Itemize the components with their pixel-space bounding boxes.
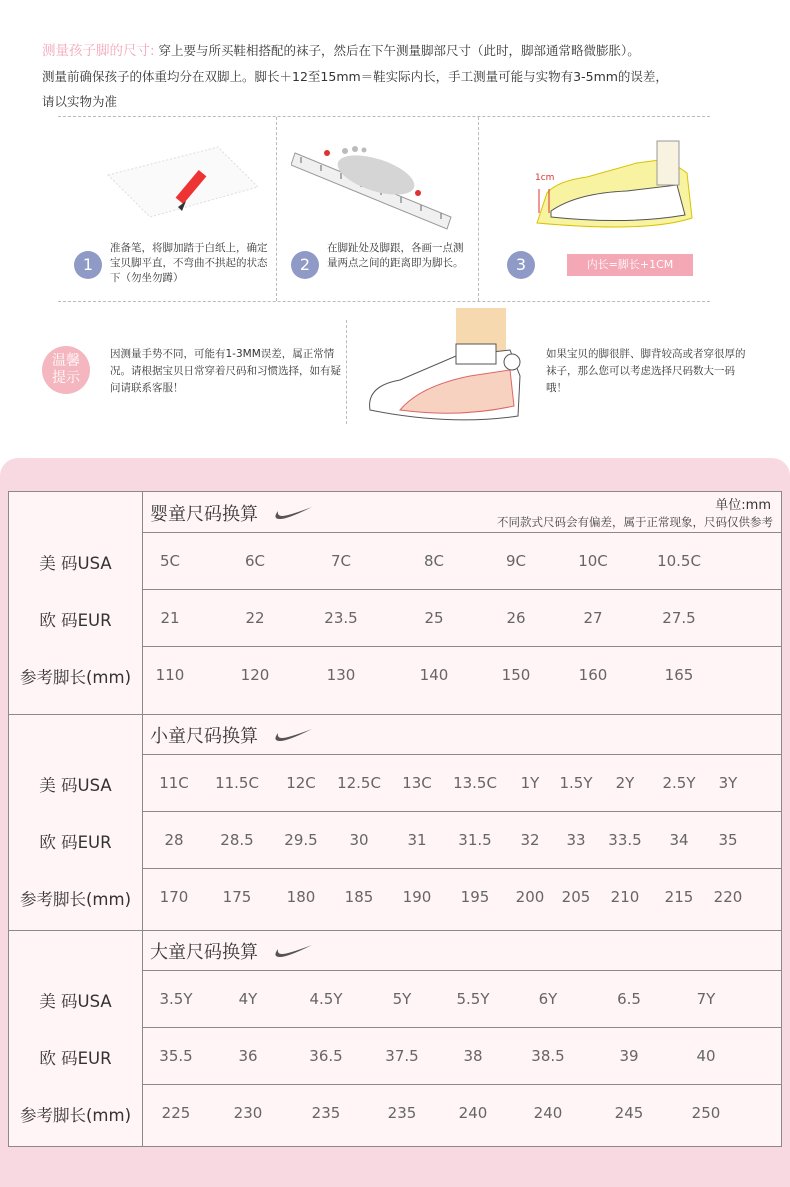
row-line xyxy=(142,589,781,590)
size-cell-usa: 10.5C xyxy=(657,552,701,570)
size-cell-usa: 10C xyxy=(578,552,608,570)
size-cell-len: 195 xyxy=(460,888,490,906)
tip-left-text: 因测量手势不同，可能有1-3MM误差，属正常情况。请根据宝贝日常穿着尺码和习惯选择，如有疑问请联系客服！ xyxy=(110,348,341,394)
tip-badge-line-1: 温馨 xyxy=(52,353,80,369)
size-cell-eur: 30 xyxy=(349,831,369,849)
size-cell-usa: 11C xyxy=(159,774,189,792)
size-cell-usa: 5C xyxy=(159,552,181,570)
row-label-len: 参考脚长(mm) xyxy=(19,890,132,909)
size-cell-len: 250 xyxy=(691,1104,721,1122)
size-cell-eur: 38.5 xyxy=(531,1047,565,1065)
size-cell-usa: 1.5Y xyxy=(559,774,593,792)
size-cell-eur: 38 xyxy=(463,1047,483,1065)
size-cell-len: 205 xyxy=(561,888,591,906)
size-cell-usa: 5.5Y xyxy=(456,990,490,1008)
size-cell-usa: 2.5Y xyxy=(662,774,696,792)
foot-ruler-icon xyxy=(291,133,461,233)
size-cell-eur: 21 xyxy=(160,609,180,627)
size-cell-len: 110 xyxy=(155,666,185,684)
step-2 xyxy=(276,117,479,301)
row-label-usa: 美 码USA xyxy=(39,554,112,573)
row-line xyxy=(142,868,781,869)
paper-pencil-icon xyxy=(98,135,268,225)
size-cell-len: 120 xyxy=(240,666,270,684)
size-cell-usa: 13.5C xyxy=(453,774,497,792)
size-cell-eur: 32 xyxy=(520,831,540,849)
size-cell-eur: 26 xyxy=(506,609,526,627)
size-cell-eur: 23.5 xyxy=(324,609,358,627)
size-cell-eur: 39 xyxy=(619,1047,639,1065)
section-title: 大童尺码换算 xyxy=(150,942,258,963)
size-cell-eur: 33 xyxy=(566,831,586,849)
size-cell-len: 190 xyxy=(402,888,432,906)
size-cell-usa: 2Y xyxy=(615,774,635,792)
size-cell-usa: 6C xyxy=(244,552,266,570)
step-3-number: 3 xyxy=(507,251,535,279)
size-cell-usa: 4Y xyxy=(238,990,258,1008)
size-cell-len: 240 xyxy=(458,1104,488,1122)
intro-line-1 xyxy=(42,38,762,64)
measure-steps xyxy=(58,116,710,302)
size-cell-usa: 1Y xyxy=(520,774,540,792)
inner-length-formula: 内长=脚长+1CM xyxy=(567,254,693,276)
size-cell-usa: 5Y xyxy=(392,990,412,1008)
title-row-line xyxy=(142,970,781,971)
step-3 xyxy=(478,117,711,301)
size-cell-eur: 36 xyxy=(238,1047,258,1065)
size-cell-len: 235 xyxy=(387,1104,417,1122)
size-cell-usa: 11.5C xyxy=(215,774,259,792)
row-label-eur: 欧 码EUR xyxy=(39,1049,112,1068)
intro-text xyxy=(42,38,762,114)
step-1 xyxy=(58,117,274,301)
size-cell-len: 220 xyxy=(713,888,743,906)
row-line xyxy=(142,1084,781,1085)
step-2-text: 在脚趾处及脚跟，各画一点测量两点之间的距离即为脚长。 xyxy=(327,242,464,269)
size-cell-len: 140 xyxy=(419,666,449,684)
size-cell-usa: 3Y xyxy=(718,774,738,792)
title-row-line xyxy=(142,532,781,533)
size-cell-eur: 27 xyxy=(583,609,603,627)
size-cell-len: 235 xyxy=(311,1104,341,1122)
shoe-inner-length-icon xyxy=(527,133,707,233)
size-cell-len: 175 xyxy=(222,888,252,906)
tip-divider xyxy=(346,320,347,424)
size-cell-usa: 9C xyxy=(505,552,527,570)
title-row-line xyxy=(142,754,781,755)
tip-right-text: 如果宝贝的脚很胖、脚背较高或者穿很厚的袜子，那么您可以考虑选择尺码数大一码哦！ xyxy=(546,348,746,394)
row-line xyxy=(142,811,781,812)
size-cell-usa: 4.5Y xyxy=(309,990,343,1008)
size-cell-len: 210 xyxy=(610,888,640,906)
size-cell-len: 245 xyxy=(614,1104,644,1122)
size-cell-eur: 27.5 xyxy=(662,609,696,627)
size-cell-len: 230 xyxy=(233,1104,263,1122)
tip-badge xyxy=(42,346,90,394)
row-line xyxy=(142,1027,781,1028)
row-line xyxy=(142,646,781,647)
size-cell-usa: 6.5 xyxy=(617,990,641,1008)
intro-line-1-text: 穿上要与所买鞋相搭配的袜子，然后在下午测量脚部尺寸（此时，脚部通常略微膨胀）。 xyxy=(158,43,640,58)
swoosh-logo-icon xyxy=(272,943,312,959)
section-title: 婴童尺码换算 xyxy=(150,504,258,525)
section-title: 小童尺码换算 xyxy=(150,726,258,747)
size-cell-len: 130 xyxy=(326,666,356,684)
size-cell-eur: 22 xyxy=(245,609,265,627)
swoosh-logo-icon xyxy=(272,727,312,743)
row-label-eur: 欧 码EUR xyxy=(39,611,112,630)
size-cell-eur: 25 xyxy=(424,609,444,627)
size-cell-len: 225 xyxy=(161,1104,191,1122)
size-cell-usa: 12C xyxy=(286,774,316,792)
intro-highlight: 测量孩子脚的尺寸: xyxy=(42,43,155,59)
size-note: 不同款式尺码会有偏差，属于正常现象，尺码仅供参考 xyxy=(497,515,773,529)
swoosh-logo-icon xyxy=(272,505,312,521)
size-cell-len: 180 xyxy=(286,888,316,906)
size-chart-table xyxy=(8,491,782,1147)
size-cell-eur: 28.5 xyxy=(220,831,254,849)
row-label-eur: 欧 码EUR xyxy=(39,833,112,852)
section-divider xyxy=(9,714,781,715)
row-label-usa: 美 码USA xyxy=(39,992,112,1011)
size-cell-usa: 13C xyxy=(402,774,432,792)
size-cell-eur: 35 xyxy=(718,831,738,849)
size-cell-eur: 33.5 xyxy=(608,831,642,849)
size-cell-eur: 35.5 xyxy=(159,1047,193,1065)
size-cell-usa: 12.5C xyxy=(337,774,381,792)
foot-in-shoe-icon xyxy=(360,306,530,426)
size-cell-eur: 40 xyxy=(696,1047,716,1065)
size-cell-len: 185 xyxy=(344,888,374,906)
size-cell-usa: 8C xyxy=(423,552,445,570)
size-cell-len: 215 xyxy=(664,888,694,906)
tip-badge-line-2: 提示 xyxy=(52,370,80,386)
unit-label: 单位:mm xyxy=(715,498,771,513)
size-cell-usa: 7Y xyxy=(696,990,716,1008)
size-cell-len: 160 xyxy=(578,666,608,684)
size-cell-usa: 6Y xyxy=(538,990,558,1008)
size-cell-eur: 31.5 xyxy=(458,831,492,849)
row-label-usa: 美 码USA xyxy=(39,776,112,795)
step-1-text: 准备笔，将脚加踏于白纸上，确定宝贝脚平直，不弯曲不拱起的状态下（勿坐勿蹲） xyxy=(110,242,268,284)
size-cell-eur: 31 xyxy=(407,831,427,849)
step-2-number: 2 xyxy=(291,251,319,279)
size-cell-len: 170 xyxy=(159,888,189,906)
size-cell-eur: 36.5 xyxy=(309,1047,343,1065)
size-cell-len: 200 xyxy=(515,888,545,906)
size-cell-usa: 3.5Y xyxy=(159,990,193,1008)
size-cell-len: 150 xyxy=(501,666,531,684)
row-label-len: 参考脚长(mm) xyxy=(19,1106,132,1125)
size-cell-eur: 28 xyxy=(164,831,184,849)
intro-line-2: 测量前确保孩子的体重均分在双脚上。脚长＋12至15mm＝鞋实际内长，手工测量可能与实物有3-5mm的误差， xyxy=(42,69,668,84)
size-cell-eur: 37.5 xyxy=(385,1047,419,1065)
size-cell-usa: 7C xyxy=(330,552,352,570)
row-label-len: 参考脚长(mm) xyxy=(19,668,132,687)
size-cell-len: 165 xyxy=(664,666,694,684)
step-3-1cm-label: 1cm xyxy=(535,173,555,183)
step-1-number: 1 xyxy=(74,251,102,279)
size-cell-eur: 34 xyxy=(669,831,689,849)
intro-line-3: 请以实物为准 xyxy=(42,94,118,109)
size-cell-len: 240 xyxy=(533,1104,563,1122)
section-divider xyxy=(9,930,781,931)
label-column-divider xyxy=(142,492,143,1146)
size-cell-eur: 29.5 xyxy=(284,831,318,849)
